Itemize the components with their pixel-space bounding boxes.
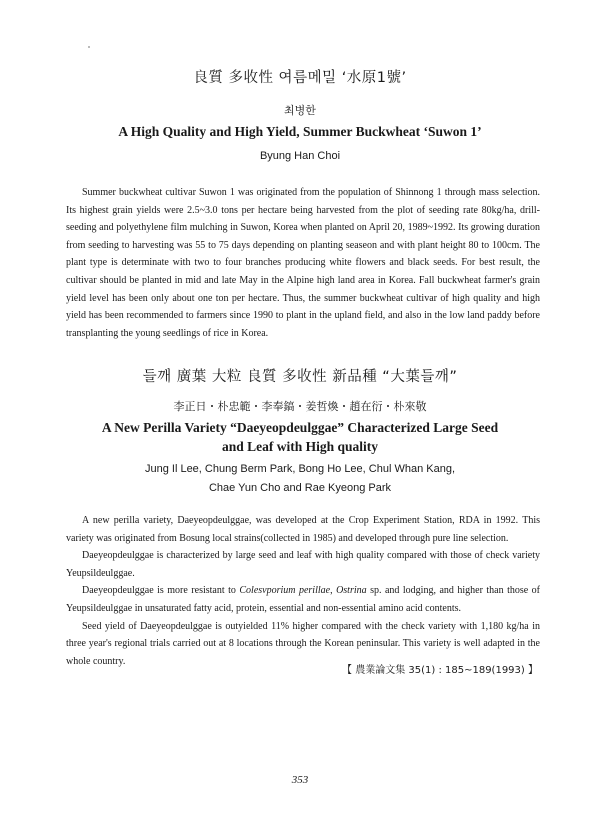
article2-english-title-line2: and Leaf with High quality	[221, 439, 379, 454]
article1-english-title: A High Quality and High Yield, Summer Buckwheat ‘Suwon 1’	[118, 124, 482, 139]
article2-english-authors-line2: Chae Yun Cho and Rae Kyeong Park	[208, 482, 392, 494]
article1-abstract-text: Summer buckwheat cultivar Suwon 1 was originated from the population of Shinnong 1 through mass selection. Its highest grain yields were 2.5~3.0 tons per hectare being harvested from the plot of seeding rate 80kg/ha, drill-seeding and polyethylene film mulching in Suwon, Korea when planted on April 20, 1989~1992. Its growing duration from seeding to harvesting was 55 to 75 days depending on planting seaseon and with plant height 80 to 100cm. The plant type is determinate with two to four branches producing white flowers and black seeds. For best result, the cultivar should be planted in mid and late May in the Alpine high land area in Korea. Fall buckwheat farmer's grain yield level has been only about one ton per hectare. Thus, the summer buckwheat cultivar of high quality and high yield has been recommended to farmers since 1990 to plant in the upland field, and also in the low land paddy before transplanting the young seedlings of rice in Korea.	[66, 187, 540, 339]
article2-abstract-p4: Seed yield of Daeyeopdeulggae is outyielded 11% higher compared with the check variety with 1,180 kg/ha in three year's regional trials carried out at 8 locations through the Korean peninsular. This variety is well adapted in the whole country.	[66, 620, 540, 667]
article2-korean-title: 들깨 廣葉 大粒 良質 多收性 新品種 “大葉들깨”	[142, 369, 458, 385]
article2-abstract-p3	[66, 582, 540, 617]
article2-abstract-p3-italic1: Colesvporium perillae	[239, 585, 331, 597]
article2-abstract	[66, 512, 540, 670]
article1-korean-author: 최병한	[284, 104, 316, 117]
journal-citation: 【 農業論文集 35(1) : 185~189(1993) 】	[342, 665, 538, 676]
article2-abstract-p1: A new perilla variety, Daeyeopdeulggae, was developed at the Crop Experiment Station, RDA in 1992. This variety was originated from Bosung local strains(collected in 1985) and developed through pure line selection.	[66, 515, 540, 544]
article1-abstract	[66, 184, 540, 342]
article1-korean-title: 良質 多收性 여름메밀 ‘水原1號’	[193, 70, 407, 86]
article1-english-author: Byung Han Choi	[259, 150, 341, 162]
article2-english-authors	[0, 460, 600, 498]
article2-abstract-p2: Daeyeopdeulggae is characterized by large seed and leaf with high quality compared with those of check variety Yeupsildeulggae.	[66, 550, 540, 579]
article2-english-title	[0, 418, 600, 456]
article2-english-authors-line1: Jung Il Lee, Chung Berm Park, Bong Ho Lee, Chul Whan Kang,	[144, 463, 455, 475]
article2-abstract-p3-pre: Daeyeopdeulggae is more resistant to	[82, 585, 240, 597]
article2-abstract-p3-mid: ,	[330, 585, 337, 597]
page-number: 353	[291, 774, 309, 786]
scan-speck	[88, 46, 90, 48]
article2-abstract-p3-italic2: Ostrina	[336, 585, 367, 597]
article2-english-title-line1: A New Perilla Variety “Daeyeopdeulggae” Characterized Large Seed	[101, 420, 499, 435]
article2-abstract-p3-post: sp. and lodging, and higher than those of Yeupsildeulggae in unsaturated fatty acid, protein, essential and non-essential amino acid contents.	[66, 585, 541, 614]
article2-korean-authors: 李正日・朴忠範・李奉鎬・姜哲煥・趙在衍・朴來敬	[173, 400, 427, 413]
